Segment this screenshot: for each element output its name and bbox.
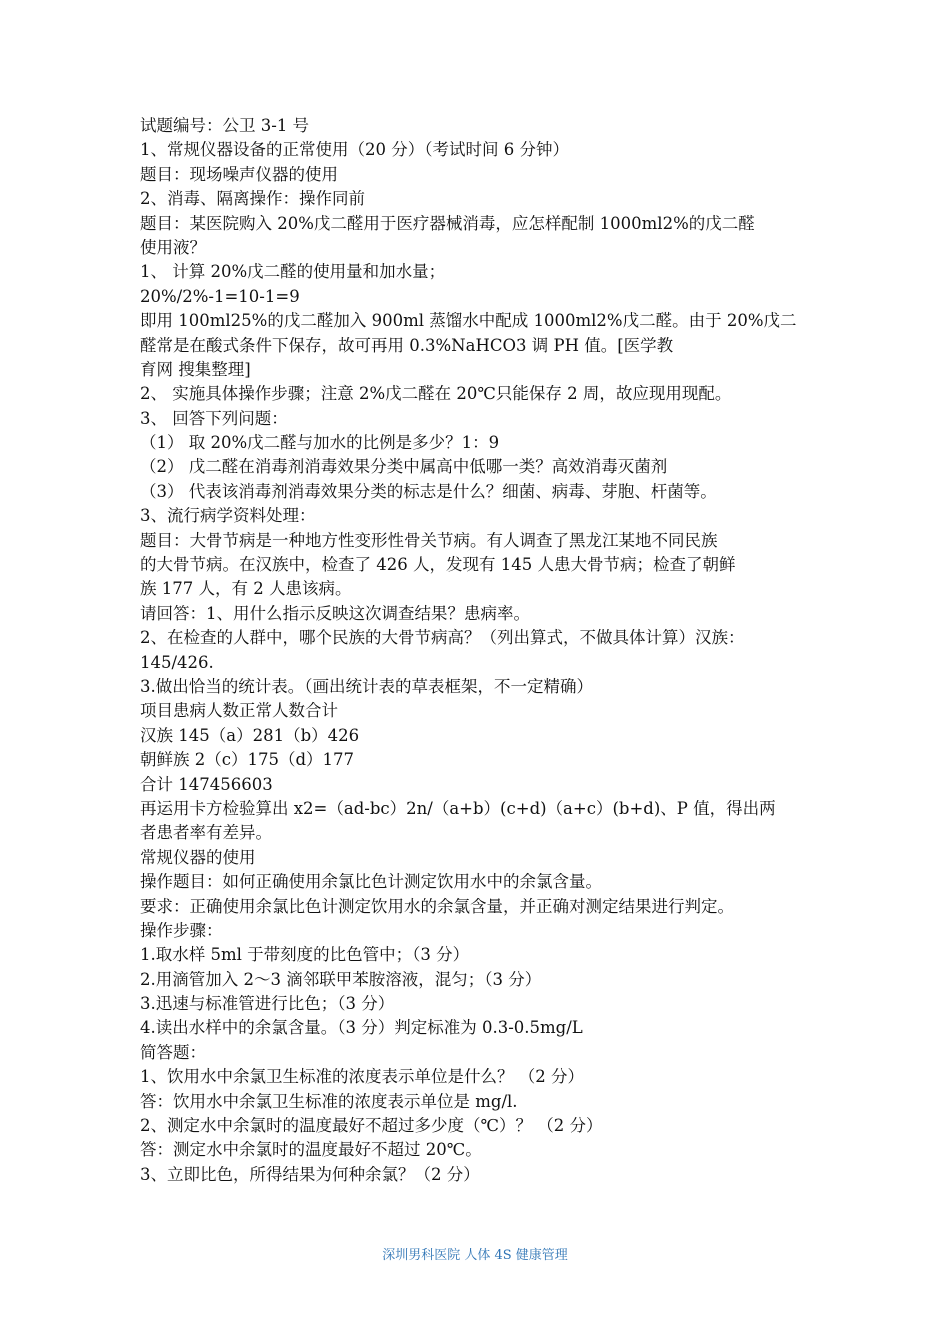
text-line: 1、常规仪器设备的正常使用（20 分）（考试时间 6 分钟）	[140, 140, 569, 160]
text-line: （1） 取 20%戊二醛与加水的比例是多少？1：9	[140, 433, 500, 453]
text-line: （2） 戊二醛在消毒剂消毒效果分类中属高中低哪一类？高效消毒灭菌剂	[140, 457, 668, 477]
text-line: 3、 回答下列问题：	[140, 408, 288, 428]
text-line: 请回答：1、用什么指示反映这次调查结果？患病率。	[140, 603, 530, 623]
step-line: 1.取水样 5ml 于带刻度的比色管中；（3 分）	[140, 945, 470, 965]
text-line: 使用液？	[140, 237, 206, 257]
step-line: 4.读出水样中的余氯含量。（3 分）判定标准为 0.3-0.5mg/L	[140, 1018, 583, 1038]
answer-line: 答：饮用水中余氯卫生标准的浓度表示单位是 mg/l.	[140, 1091, 518, 1111]
text-line: 3、流行病学资料处理：	[140, 506, 316, 526]
table-header-line: 项目患病人数正常人数合计	[140, 701, 338, 721]
text-line: 题目：某医院购入 20%戊二醛用于医疗器械消毒，应怎样配制 1000ml2%的戊二醛	[140, 213, 755, 233]
question-line: 3、立即比色，所得结果为何种余氯？（2 分）	[140, 1164, 480, 1184]
text-line: 即用 100ml25%的戊二醛加入 900ml 蒸馏水中配成 1000ml2%戊二醛。由于 20%戊二	[140, 311, 797, 331]
text-line: 操作题目：如何正确使用余氯比色计测定饮用水中的余氯含量。	[140, 872, 602, 892]
section-heading: 简答题：	[140, 1042, 206, 1062]
table-row-line: 朝鲜族 2（c）175（d）177	[140, 750, 355, 770]
text-line: （3） 代表该消毒剂消毒效果分类的标志是什么？细菌、病毒、芽胞、杆菌等。	[140, 481, 717, 501]
table-row-line: 合计 147456603	[140, 774, 273, 794]
question-line: 2、测定水中余氯时的温度最好不超过多少度（℃）？ （2 分）	[140, 1116, 603, 1136]
text-line: 再运用卡方检验算出 x2=（ad-bc）2n/（a+b）(c+d)（a+c）(b+d)、P 值，得出两	[140, 798, 776, 818]
text-line: 3.做出恰当的统计表。（画出统计表的草表框架，不一定精确）	[140, 676, 593, 696]
section-heading: 常规仪器的使用	[140, 847, 256, 867]
text-line: 2、在检查的人群中，哪个民族的大骨节病高？（列出算式，不做具体计算）汉族：	[140, 628, 745, 648]
page-footer: 深圳男科医院 人体 4S 健康管理	[382, 1248, 568, 1263]
text-line: 族 177 人，有 2 人患该病。	[140, 579, 352, 599]
text-line: 育网 搜集整理]	[140, 359, 251, 379]
text-line: 20%/2%-1=10-1=9	[140, 286, 300, 306]
text-line: 1、 计算 20%戊二醛的使用量和加水量；	[140, 262, 446, 282]
text-line: 的大骨节病。在汉族中，检查了 426 人，发现有 145 人患大骨节病；检查了朝鲜	[140, 555, 736, 575]
table-row-line: 汉族 145（a）281（b）426	[140, 725, 360, 745]
exam-id: 试题编号：公卫 3-1 号	[140, 116, 310, 135]
text-line: 者患者率有差异。	[140, 823, 272, 843]
step-line: 3.迅速与标准管进行比色；（3 分）	[140, 994, 395, 1014]
text-line: 操作步骤：	[140, 920, 223, 940]
text-line: 要求：正确使用余氯比色计测定饮用水的余氯含量，并正确对测定结果进行判定。	[140, 896, 734, 916]
step-line: 2.用滴管加入 2～3 滴邻联甲苯胺溶液，混匀；（3 分）	[140, 969, 542, 989]
text-line: 2、 实施具体操作步骤；注意 2%戊二醛在 20℃只能保存 2 周，故应现用现配。	[140, 384, 732, 404]
document-body	[140, 114, 820, 1187]
text-line: 145/426.	[140, 652, 214, 672]
answer-line: 答：测定水中余氯时的温度最好不超过 20℃。	[140, 1140, 482, 1160]
text-line: 2、消毒、隔离操作：操作同前	[140, 189, 365, 209]
question-line: 1、饮用水中余氯卫生标准的浓度表示单位是什么？ （2 分）	[140, 1067, 584, 1087]
text-line: 题目：大骨节病是一种地方性变形性骨关节病。有人调查了黑龙江某地不同民族	[140, 530, 718, 550]
text-line: 醛常是在酸式条件下保存，故可再用 0.3%NaHCO3 调 PH 值。[医学教	[140, 335, 674, 355]
text-line: 题目：现场噪声仪器的使用	[140, 164, 338, 184]
